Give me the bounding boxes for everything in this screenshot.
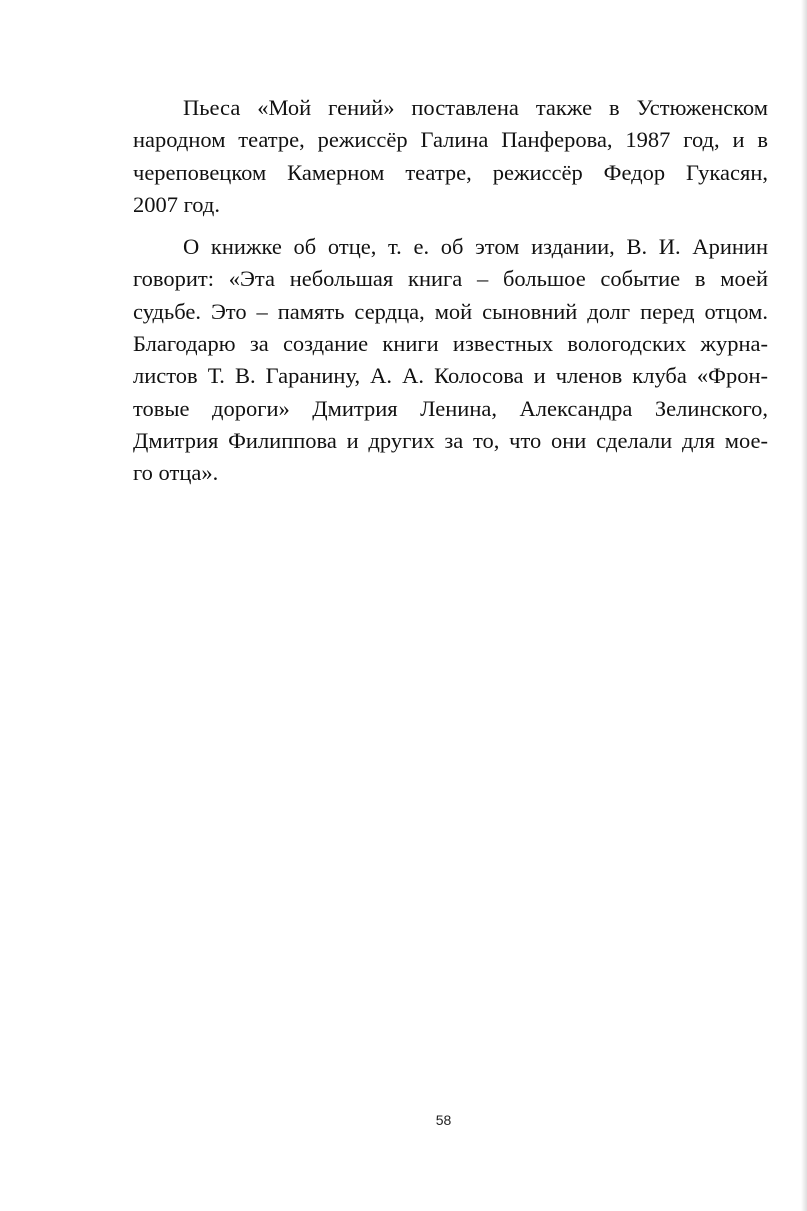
text-line: товые дороги» Дмитрия Ленина, Александра Зелинского, bbox=[133, 395, 768, 421]
text-line: судьбе. Это – память сердца, мой сыновний долг перед отцом. bbox=[133, 298, 768, 324]
page-number: 58 bbox=[435, 1112, 452, 1128]
text-line: Благодарю за создание книги известных вологодских журна- bbox=[133, 331, 768, 357]
paragraph-2 bbox=[133, 231, 768, 489]
text-line: череповецком Камерном театре, режиссёр Федор Гукасян, bbox=[133, 159, 768, 185]
body-text bbox=[133, 92, 768, 490]
text-line: Дмитрия Филиппова и других за то, что они сделали для мое- bbox=[133, 427, 768, 453]
text-line: го отца». bbox=[133, 460, 219, 486]
paragraph-1 bbox=[133, 92, 768, 221]
page-edge-shadow bbox=[801, 0, 807, 1211]
text-line: 2007 год. bbox=[133, 191, 220, 217]
text-line: говорит: «Эта небольшая книга – большое событие в моей bbox=[133, 266, 768, 292]
text-line: народном театре, режиссёр Галина Панферова, 1987 год, и в bbox=[133, 127, 768, 153]
text-line: О книжке об отце, т. е. об этом издании, В. И. Аринин bbox=[183, 234, 768, 260]
text-line: Пьеса «Мой гений» поставлена также в Устюженском bbox=[183, 95, 768, 120]
paragraph-gap bbox=[133, 221, 768, 231]
text-line: листов Т. В. Гаранину, А. А. Колосова и членов клуба «Фрон- bbox=[133, 363, 768, 389]
